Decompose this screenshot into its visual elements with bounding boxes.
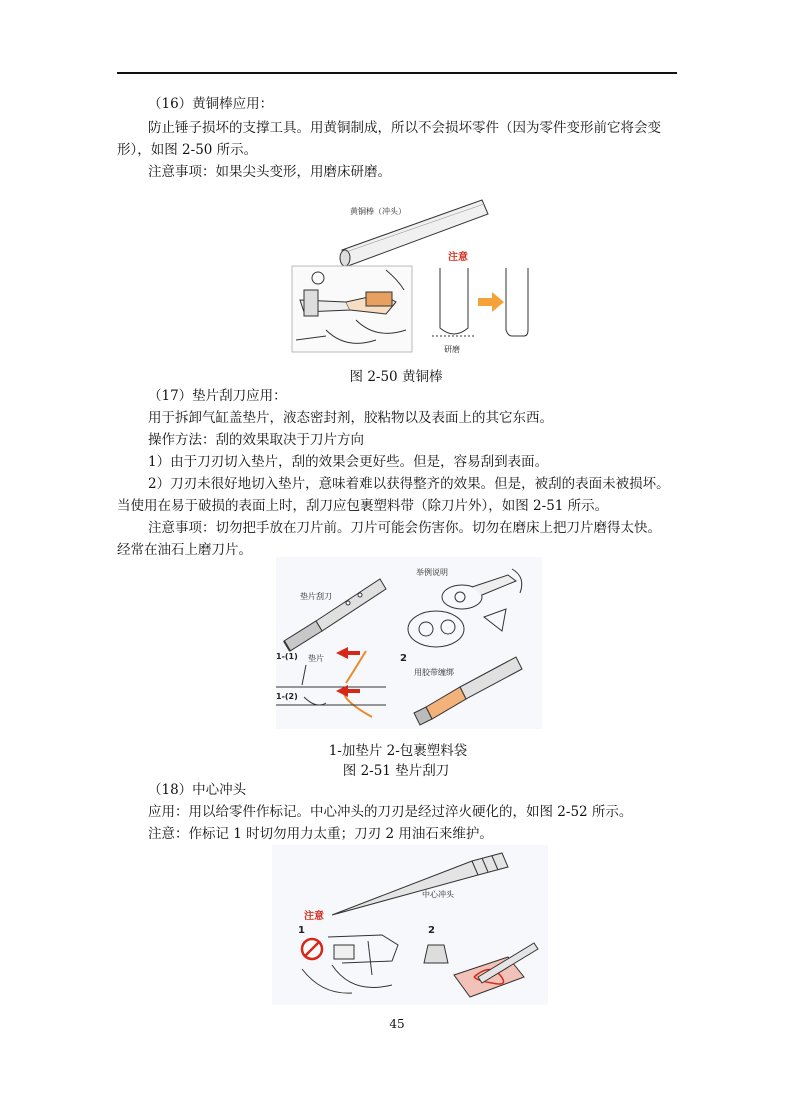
figure-2-50-caption: 图 2-50 黄铜棒 (349, 369, 443, 385)
section-17-line-4: 2）刀刃未很好地切入垫片，意味着难以获得整齐的效果。但是，被刮的表面未被损坏。 (148, 476, 670, 492)
step-1-1-label: 1-(1) (276, 652, 298, 661)
step-2-label: 2 (400, 653, 407, 664)
example-label: 举例说明 (416, 568, 448, 577)
oilstone-illustration (424, 943, 538, 997)
engine-hammer-sketch (292, 266, 412, 352)
section-18-line-2: 注意：作标记 1 时切勿用力太重；刀刃 2 用油石来维护。 (148, 826, 493, 842)
page-number: 45 (389, 1017, 405, 1031)
section-18-line-1: 应用：用以给零件作标记。中心冲头的刀刃是经过淬火硬化的，如图 2-52 所示。 (148, 804, 633, 820)
gasket-label: 垫片 (308, 654, 324, 663)
engine-parts-example (408, 569, 522, 647)
section-16-body-cont: 形），如图 2-50 所示。 (117, 142, 258, 158)
punch-label: 中心冲头 (422, 890, 454, 899)
step-1-2-label: 1-(2) (276, 692, 298, 701)
rod-label: 黄铜棒（冲头） (350, 207, 406, 216)
section-17-line-2: 操作方法：刮的效果取决于刀片方向 (148, 432, 364, 448)
section-17-line-1: 用于拆卸气缸盖垫片，液态密封剂，胶粘物以及表面上的其它东西。 (148, 410, 553, 426)
section-16-note: 注意事项：如果尖头变形，用磨床研磨。 (148, 164, 391, 180)
note-label: 注意 (448, 252, 468, 263)
step-1-label: 1 (298, 925, 305, 936)
arrow-left-icon (336, 647, 360, 659)
prohibited-icon (302, 939, 322, 959)
section-17-line-7: 经常在油石上磨刀片。 (117, 542, 252, 558)
figure-2-51-gasket-scraper (276, 557, 542, 729)
header-rule (117, 72, 677, 74)
center-punch-illustration (332, 853, 508, 915)
note-label: 注意 (304, 911, 324, 922)
tape-label: 用胶带缠绑 (414, 668, 454, 677)
scraper-illustration (284, 579, 386, 651)
grind-label: 研磨 (444, 345, 460, 354)
figure-2-52-center-punch (272, 845, 548, 1005)
scraper-label: 垫片刮刀 (300, 592, 332, 601)
section-17-line-3: 1）由于刀刃切入垫片，刮的效果会更好些。但是，容易刮到表面。 (148, 454, 549, 470)
section-17-line-5: 当使用在易于破损的表面上时，刮刀应包裹塑料带（除刀片外），如图 2-51 所示。 (117, 498, 609, 514)
section-18-heading: （18）中心冲头 (148, 782, 247, 798)
figure-2-50-brass-rod (286, 190, 548, 358)
section-16-heading: （16）黄铜棒应用： (148, 96, 274, 112)
arrow-right-icon (478, 292, 504, 312)
step-2-label: 2 (428, 925, 435, 936)
section-16-body: 防止锤子损坏的支撑工具。用黄铜制成，所以不会损坏零件（因为零件变形前它将会变 (148, 120, 661, 136)
figure-2-51-legend: 1-加垫片 2-包裹塑料袋 (328, 743, 468, 759)
section-17-heading: （17）垫片刮刀应用： (148, 388, 287, 404)
figure-2-51-caption: 图 2-51 垫片刮刀 (342, 763, 450, 779)
section-17-line-6: 注意事项：切勿把手放在刀片前。刀片可能会伤害你。切勿在磨床上把刀片磨得太快。 (148, 520, 661, 536)
